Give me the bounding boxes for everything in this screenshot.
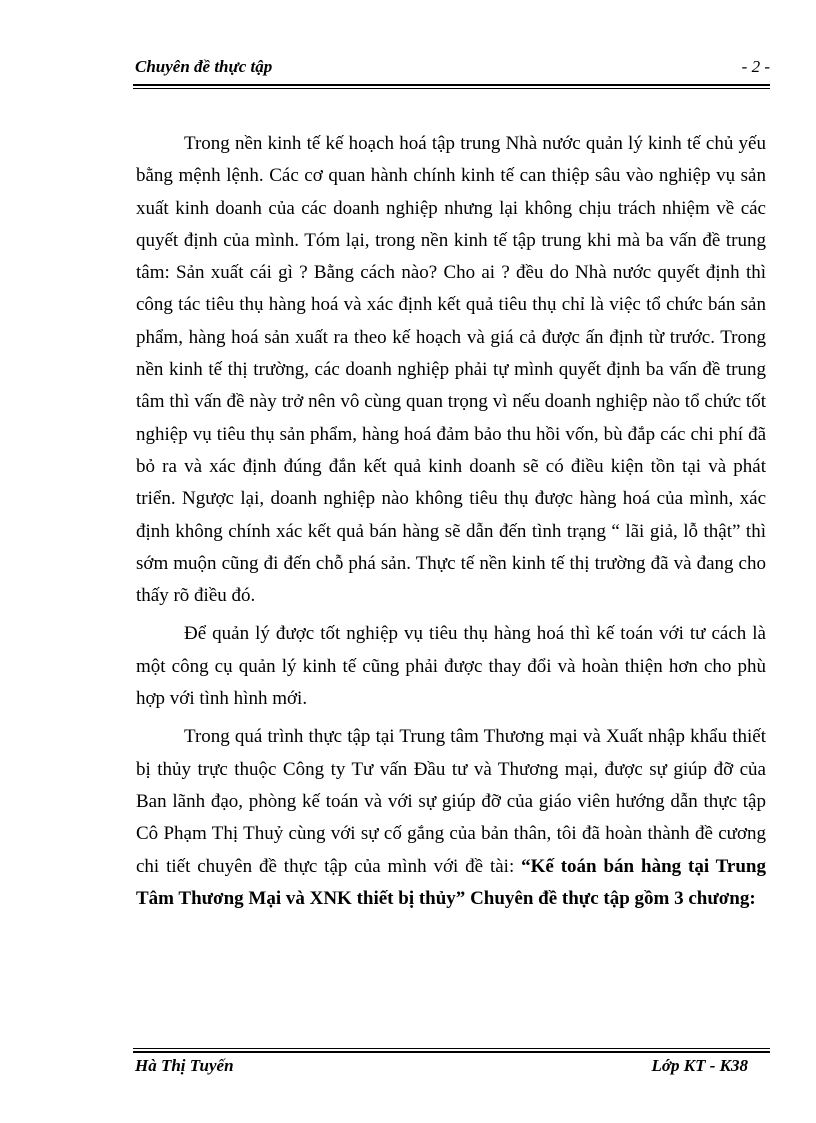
footer-rule-thick: [133, 1051, 770, 1053]
page-footer: [133, 1056, 770, 1080]
paragraph-1: Trong nền kinh tế kế hoạch hoá tập trung Nhà nước quản lý kinh tế chủ yếu bằng mệnh lệnh. Các cơ quan hành chính kinh tế can thiệp sâu vào nghiệp vụ sản xuất kinh doanh của các doanh nghiệp nhưng lại không chịu trách nhiệm về các quyết định của mình. Tóm lại, trong nền kinh tế tập trung khi mà ba vấn đề trung tâm: Sản xuất cái gì ? Bằng cách nào? Cho ai ? đều do Nhà nước quyết định thì công tác tiêu thụ hàng hoá và xác định kết quả tiêu thụ chỉ là việc tổ chức bán sản phẩm, hàng hoá sản xuất ra theo kế hoạch và giá cả được ấn định từ trước. Trong nền kinh tế thị trường, các doanh nghiệp phải tự mình quyết định ba vấn đề trung tâm thì vấn đề này trở nên vô cùng quan trọng vì nếu doanh nghiệp nào tổ chức tốt nghiệp vụ tiêu thụ sản phẩm, hàng hoá đảm bảo thu hồi vốn, bù đắp các chi phí đã bỏ ra và xác định đúng đắn kết quả kinh doanh sẽ có điều kiện tồn tại và phát triển. Ngược lại, doanh nghiệp nào không tiêu thụ được hàng hoá của mình, xác định không chính xác kết quả bán hàng sẽ dẫn đến tình trạng “ lãi giả, lỗ thật” thì sớm muộn cũng đi đến chỗ phá sản. Thực tế nền kinh tế thị trường đã và đang cho thấy rõ điều đó.: [136, 133, 766, 607]
header-rule-thick: [133, 84, 770, 86]
page-header: [133, 57, 770, 83]
document-body: [136, 128, 766, 921]
header-title: Chuyên đề thực tập: [135, 57, 273, 76]
footer-author: Hà Thị Tuyến: [135, 1056, 234, 1075]
page-number: - 2 -: [741, 57, 770, 76]
paragraph-3-text: Trong quá trình thực tập tại Trung tâm Thương mại và Xuất nhập khẩu thiết bị thủy trực thuộc Công ty Tư vấn Đầu tư và Thương mại, được sự giúp đỡ của Ban lãnh đạo, phòng kế toán và với sự giúp đỡ của giáo viên hướng dẫn thực tập Cô Phạm Thị Thuỷ cùng với sự cố gắng của bản thân, tôi đã hoàn thành đề cương chi tiết chuyên đề thực tập của mình với đề tài:: [136, 726, 766, 877]
footer-class: Lớp KT - K38: [651, 1056, 748, 1075]
footer-rule-thin: [133, 1048, 770, 1049]
header-rule-thin: [133, 88, 770, 89]
paragraph-3: [136, 721, 766, 915]
chapters-intro: Chuyên đề thực tập gồm 3 chương:: [470, 887, 756, 909]
thesis-topic: “Kế toán bán hàng tại Trung Tâm Thương Mại và XNK thiết bị thủy”: [136, 855, 766, 909]
paragraph-2: Để quản lý được tốt nghiệp vụ tiêu thụ hàng hoá thì kế toán với tư cách là một công cụ quản lý kinh tế cũng phải được thay đổi và hoàn thiện hơn cho phù hợp với tình hình mới.: [136, 623, 766, 710]
